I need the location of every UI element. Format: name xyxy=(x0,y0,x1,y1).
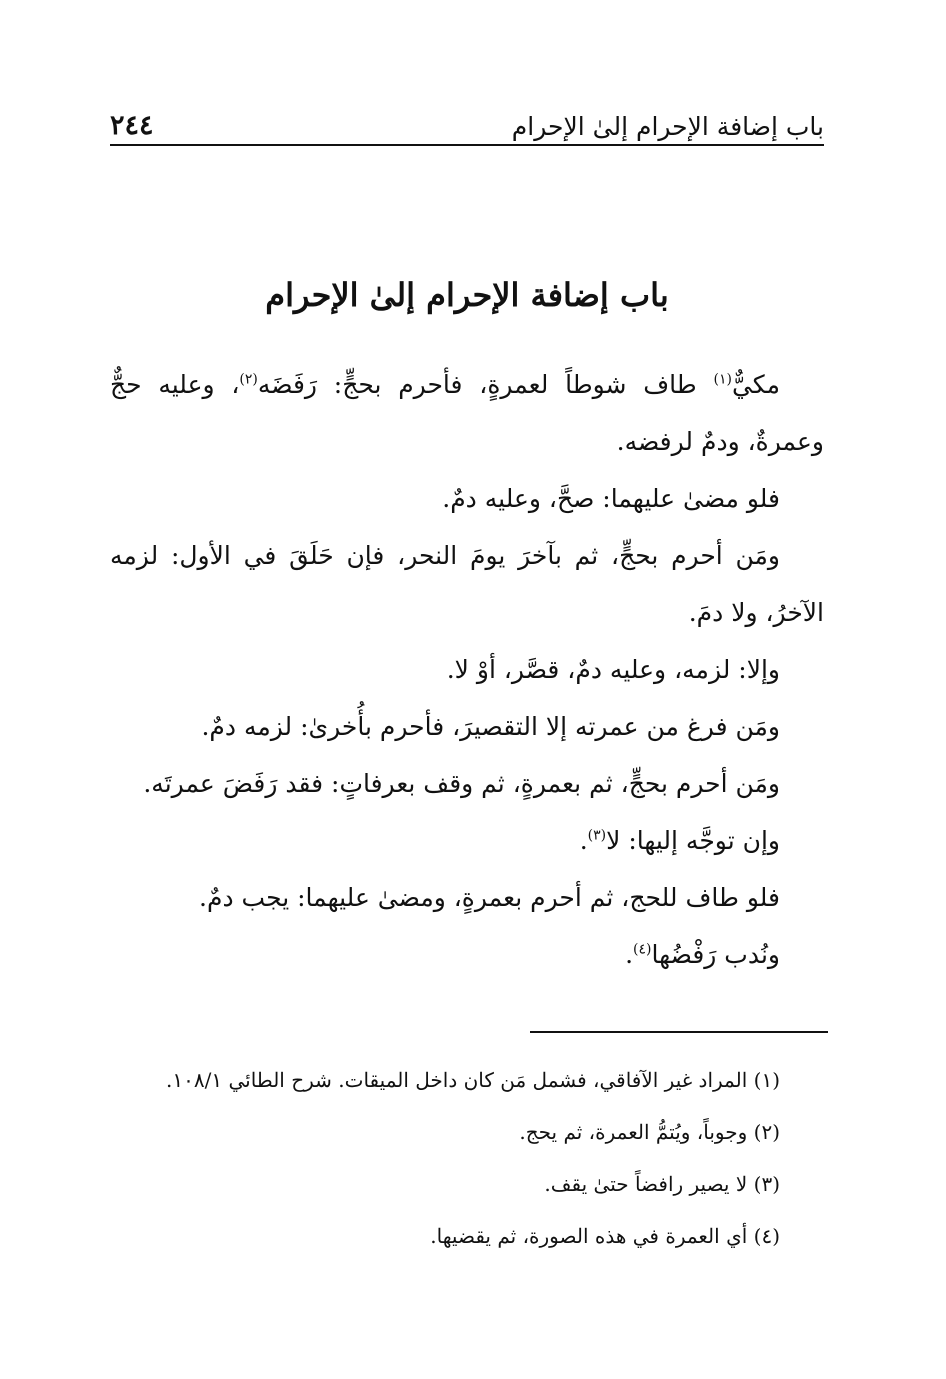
footnote-ref-2: (٢) xyxy=(239,371,258,388)
footnote-1: (١) المراد غير الآفاقي، فشمل مَن كان داخل الميقات. شرح الطائي ١٠٨/١. xyxy=(166,1068,780,1092)
paragraph-1-text-a: مكيٌّ xyxy=(731,370,780,399)
page-number: ٢٤٤ xyxy=(110,110,154,141)
paragraph-7-text-b: . xyxy=(579,826,588,855)
running-title: باب إضافة الإحرام إلىٰ الإحرام xyxy=(511,112,824,141)
paragraph-9 xyxy=(110,926,824,983)
footnote-ref-3: (٣) xyxy=(587,827,607,844)
footnote-divider xyxy=(530,1031,828,1033)
footnote-3: (٣) لا يصير رافضاً حتىٰ يقف. xyxy=(544,1172,780,1196)
paragraph-2: فلو مضىٰ عليهما: صحَّ، وعليه دمٌ. xyxy=(442,484,780,513)
main-text xyxy=(110,356,824,983)
paragraph-8: فلو طاف للحج، ثم أحرم بعمرةٍ، ومضىٰ عليهما: يجب دمٌ. xyxy=(199,883,780,912)
footnotes xyxy=(110,1054,824,1262)
paragraph-4: وإلا: لزمه، وعليه دمٌ، قصَّر، أوْ لا. xyxy=(446,655,780,684)
footnote-2: (٢) وجوباً، ويُتمُّ العمرة، ثم يحج. xyxy=(519,1120,780,1144)
running-header xyxy=(110,108,824,146)
footnote-ref-4: (٤) xyxy=(633,941,652,958)
footnote-ref-1: (١) xyxy=(713,371,732,388)
paragraph-1-text-c: ، وعليه حجٌّ وعمرةٌ، ودمٌ لرفضه. xyxy=(110,370,824,456)
paragraph-1 xyxy=(110,356,824,470)
paragraph-3: ومَن أحرم بحجٍّ، ثم بآخرَ يومَ النحر، فإن حَلَقَ في الأول: لزمه الآخرُ، ولا دمَ. xyxy=(110,541,824,627)
paragraph-7 xyxy=(110,812,824,869)
paragraph-9-text-b: . xyxy=(625,940,634,969)
footnote-4: (٤) أي العمرة في هذه الصورة، ثم يقضيها. xyxy=(430,1224,780,1248)
chapter-title: باب إضافة الإحرام إلىٰ الإحرام xyxy=(265,276,669,314)
paragraph-9-text-a: ونُدب رَفْضُها xyxy=(651,940,780,969)
paragraph-1-text-b: طاف شوطاً لعمرةٍ، فأحرم بحجٍّ: رَفَضَه xyxy=(257,370,714,399)
paragraph-7-text-a: وإن توجَّه إليها: لا xyxy=(606,826,780,855)
paragraph-5: ومَن فرغ من عمرته إلا التقصيرَ، فأحرم بأُخرىٰ: لزمه دمٌ. xyxy=(201,712,780,741)
paragraph-6: ومَن أحرم بحجٍّ، ثم بعمرةٍ، ثم وقف بعرفاتٍ: فقد رَفَضَ عمرتَه. xyxy=(143,769,780,798)
